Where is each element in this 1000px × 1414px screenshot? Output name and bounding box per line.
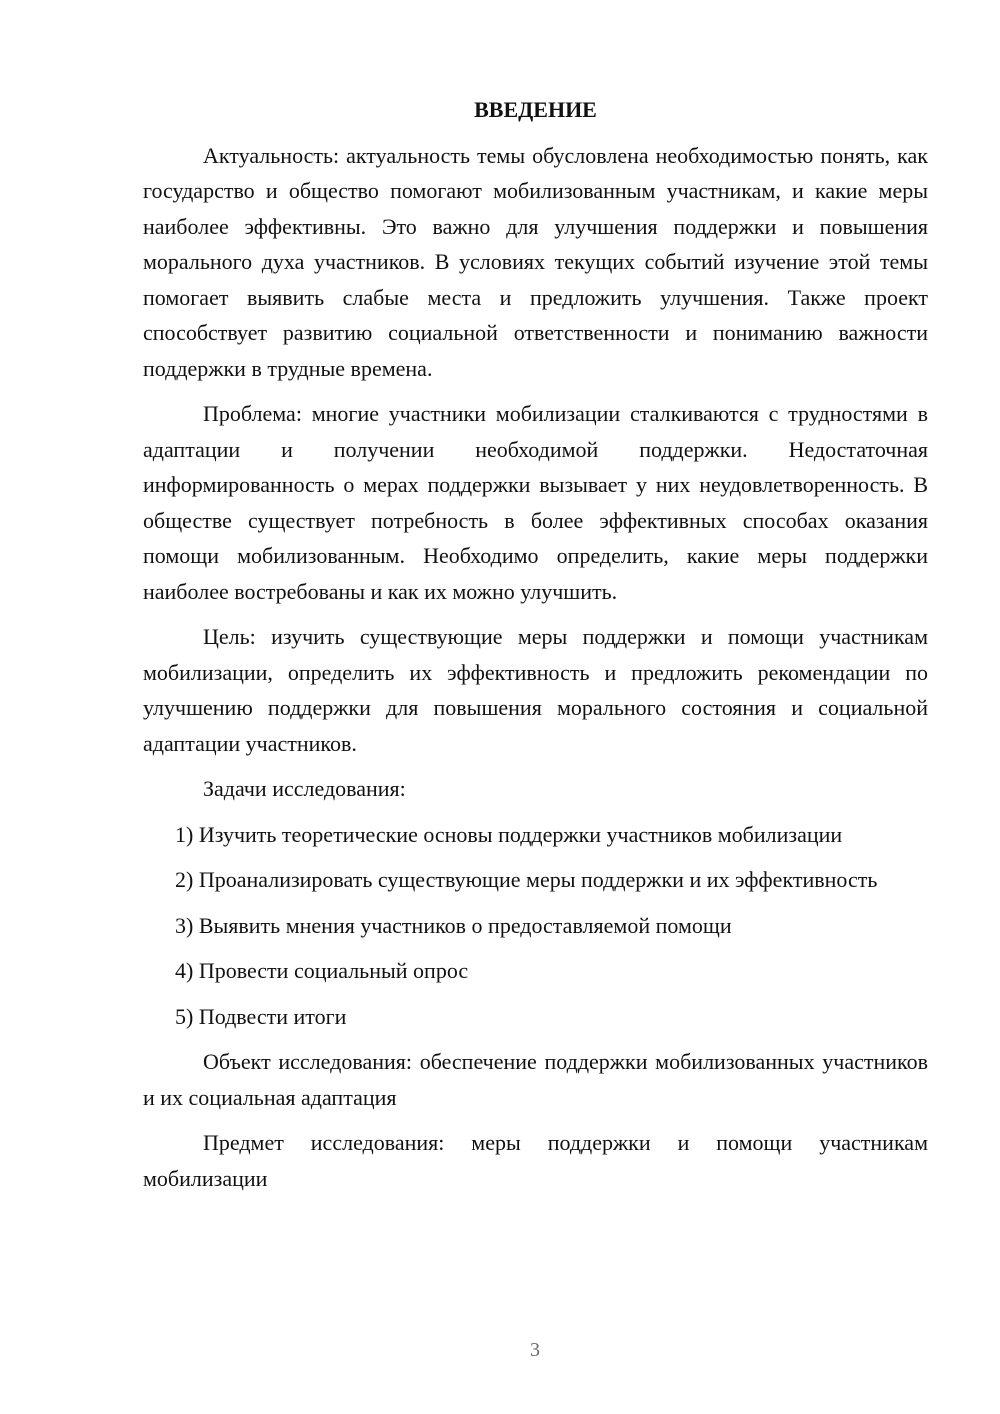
paragraph-goal: Цель: изучить существующие меры поддержки и помощи участникам мобилизации, определить их эффективность и предложить рекомендации по улучшению поддержки для повышения морального состояния и социальной адаптации участников. bbox=[143, 624, 928, 756]
paragraph-problem: Проблема: многие участники мобилизации сталкиваются с трудностями в адаптации и получении необходимой поддержки. Недостаточная информированность о мерах поддержки вызывает у них неудовлетворенность. В обществе существует потребность в более эффективных способах оказания помощи мобилизованным. Необходимо определить, какие меры поддержки наиболее востребованы и как их можно улучшить. bbox=[143, 401, 928, 604]
task-item-2: 2) Проанализировать существующие меры поддержки и их эффективность bbox=[175, 867, 878, 892]
page-number: 3 bbox=[530, 1339, 540, 1361]
document-body bbox=[143, 92, 928, 1206]
paragraph-relevance: Актуальность: актуальность темы обусловлена необходимостью понять, как государство и общество помогают мобилизованным участникам, и какие меры наиболее эффективны. Это важно для улучшения поддержки и повышения морального духа участников. В условиях текущих событий изучение этой темы помогает выявить слабые места и предложить улучшения. Также проект способствует развитию социальной ответственности и пониманию важности поддержки в трудные времена. bbox=[143, 142, 928, 381]
task-item-4: 4) Провести социальный опрос bbox=[175, 958, 469, 983]
tasks-heading: Задачи исследования: bbox=[203, 776, 406, 801]
task-item-3: 3) Выявить мнения участников о предоставляемой помощи bbox=[175, 912, 732, 938]
paragraph-object: Объект исследования: обеспечение поддержки мобилизованных участников и их социальная адаптация bbox=[143, 1049, 928, 1110]
task-item-1: 1) Изучить теоретические основы поддержки участников мобилизации bbox=[175, 821, 843, 847]
task-item-5: 5) Подвести итоги bbox=[175, 1003, 347, 1029]
page-title: ВВЕДЕНИЕ bbox=[474, 97, 597, 122]
paragraph-subject: Предмет исследования: меры поддержки и помощи участникам мобилизации bbox=[143, 1130, 928, 1191]
